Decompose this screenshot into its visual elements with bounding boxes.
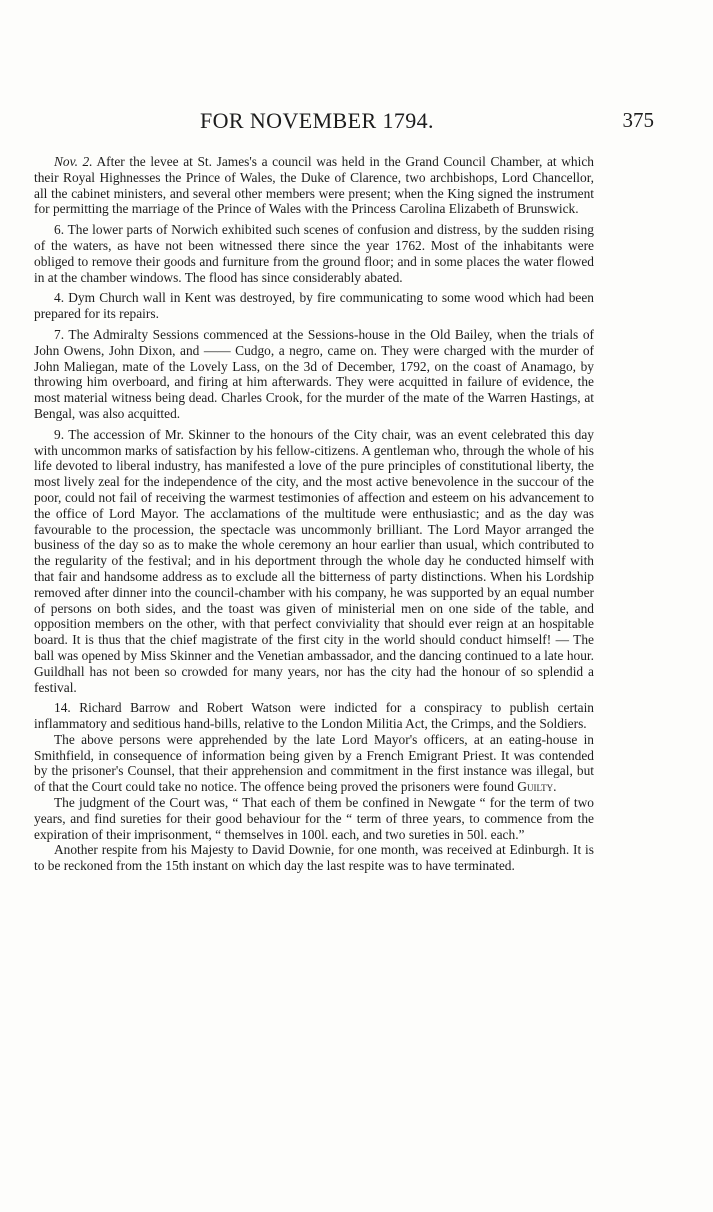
verdict: Guilty. [517, 779, 557, 795]
entry-text: The Admiralty Sessions commenced at the Sessions-house in the Old Bailey, when the trials of John Owens, John Dixon, and —— Cudgo, a negro, came on. They were charged with the murder of John Maliegan, mate of the Lovely Lass, on the 3d of December, 1792, on the coast of Anamago, by throwing him overboard, and firing at him afterwards. They were acquitted in failure of evidence, the most material witness being dead. Charles Crook, for the murder of the mate of the Warren Hastings, at Bengal, was also acquitted. [34, 326, 594, 421]
entry-respite [34, 842, 594, 874]
entry-nov-2 [34, 154, 594, 217]
entry-date: 9. [54, 426, 65, 442]
entry-14-continuation-judgment [34, 795, 594, 842]
entry-14 [34, 700, 594, 732]
entry-9 [34, 427, 594, 696]
running-title: FOR NOVEMBER 1794. [200, 108, 434, 133]
entry-text: Richard Barrow and Robert Watson were indicted for a conspiracy to publish certain inflammatory and seditious hand-bills, relative to the London Militia Act, the Crimps, and the Soldiers. [34, 700, 594, 732]
entry-text: The lower parts of Norwich exhibited such scenes of confusion and distress, by the sudden rising of the waters, as have not been witnessed there since the year 1762. Most of the inhabitants were obliged to remove their goods and furniture from the ground floor; and in some places the water flowed in at the chamber windows. The flood has since considerably abated. [34, 222, 594, 285]
entry-date: 4. [54, 290, 65, 306]
entry-date: 7. [54, 326, 65, 342]
entry-7 [34, 327, 594, 422]
page-body [34, 154, 594, 879]
entry-text: After the levee at St. James's a council was held in the Grand Council Chamber, at which their Royal Highnesses the Prince of Wales, the Duke of Clarence, two archbishops, Lord Chancellor, all the cabinet ministers, and several other members were present; when the King signed the instrument for permitting the marriage of the Prince of Wales with the Princess Carolina Elizabeth of Brunswick. [34, 154, 594, 217]
entry-text: Dym Church wall in Kent was destroyed, by fire communicating to some wood which had been prepared for its repairs. [34, 290, 594, 322]
entry-4 [34, 290, 594, 322]
entry-text: The above persons were apprehended by the late Lord Mayor's officers, at an eating-house in Smithfield, in consequence of information being given by a French Emigrant Priest. It was contended by the prisoner's Counsel, that their apprehension and commitment in the first instance was illegal, but of that the Court could take no notice. The offence being proved the prisoners were found [34, 731, 594, 795]
entry-text: The judgment of the Court was, “ That each of them be confined in Newgate “ for the term of two years, and find sureties for their good behaviour for the “ term of three years, to commence from the expiration of their imprisonment, “ themselves in 100l. each, and two sureties in 50l. each.” [34, 795, 594, 842]
entry-date: 6. [54, 222, 65, 238]
entry-text: Another respite from his Majesty to David Downie, for one month, was received at Edinburgh. It is to be reckoned from the 15th instant on which day the last respite was to have terminated. [34, 842, 594, 874]
entry-14-continuation-arrest [34, 732, 594, 795]
page-header [54, 108, 654, 138]
entry-text: The accession of Mr. Skinner to the honours of the City chair, was an event celebrated this day with uncommon marks of satisfaction by his fellow-citizens. A gentleman who, through the whole of his life devoted to liberal industry, has manifested a love of the pure principles of constitutional liberty, the most lively zeal for the independence of the city, and the most active benevolence in the succour of the poor, could not fail of receiving the warmest testimonies of affection and esteem on his advancement to the office of Lord Mayor. The acclamations of the multitude were enthusiastic; and as the day was favourable to the procession, the spectacle was uncommonly brilliant. The Lord Mayor arranged the business of the day so as to make the whole ceremony an hour earlier than usual, which contributed to the regularity of the festival; and in his deportment through the whole day he conducted himself with that fair and handsome address as to exclude all the bitterness of party distinctions. When his Lordship removed after dinner into the council-chamber with his company, he was supported by an equal number of persons on both sides, and the toast was given of ministerial men on one side of the table, and opposition members on the other, with that perfect conviviality that should ever reign at an hospitable board. It is thus that the chief magistrate of the first city in the world should conduct himself! — The ball was opened by Miss Skinner and the Venetian ambassador, and the dancing continued to a late hour. Guildhall has not been so crowded for many years, nor has the city had the honour of so splendid a festival. [34, 426, 594, 695]
entry-6 [34, 222, 594, 285]
page-number: 375 [622, 108, 654, 132]
entry-date: 14. [54, 700, 71, 716]
entry-date: Nov. 2. [54, 154, 93, 169]
